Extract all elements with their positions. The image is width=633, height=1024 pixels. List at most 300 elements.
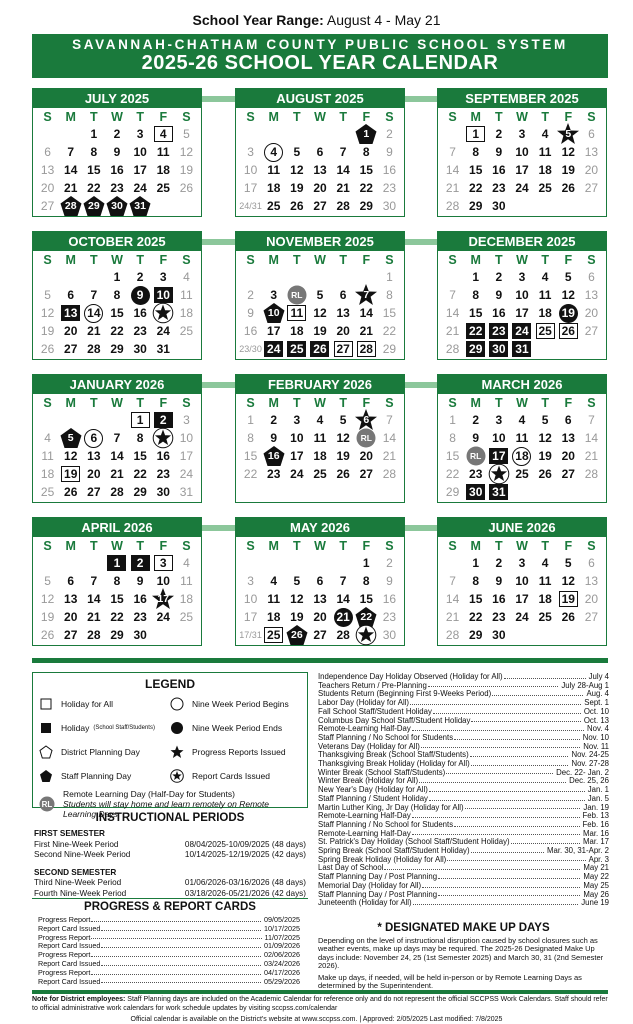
month-april-2026 — [32, 517, 202, 646]
calendar-day: 2 — [495, 127, 503, 141]
event-row: Staff Planning / Student Holiday Jan. 5 — [318, 794, 609, 803]
calendar-day: 12 — [561, 288, 575, 302]
calendar-day — [308, 554, 331, 572]
calendar-day: 4 — [44, 431, 51, 445]
calendar-day: 24 — [515, 610, 529, 624]
calendar-day: 17 — [515, 592, 529, 606]
period-row: Fourth Nine-Week Period 03/18/2026-05/21/2026 (42 days) — [34, 888, 306, 898]
month-title: FEBRUARY 2026 — [236, 375, 404, 394]
weekday-label: S — [448, 252, 457, 267]
calendar-day — [580, 340, 603, 358]
weekday-label: F — [564, 109, 573, 124]
makeup-days: * DESIGNATED MAKE UP DAYS Depending on the level of instructional disruption caused by school closures such as weather events, make up days may be required. The 2025-26 Designated Make Up days include: November 24, 25 (1st Semester 2025) and March 30, 31 (2nd Semester 2026). Make up days, if needed, will be held in-person or by Remote Learning Days as determined by the Superintendent. — [318, 924, 609, 994]
calendar-day: 17 — [487, 447, 510, 465]
calendar-day: 4 — [541, 270, 549, 284]
calendar-day: 6 — [44, 145, 51, 159]
calendar-day: 16 — [110, 163, 124, 177]
calendar-day: 18 — [290, 324, 304, 338]
weekday-label: W — [314, 538, 326, 553]
progress-row: Progress Report 04/17/2026 — [38, 968, 300, 977]
calendar-day: 3 — [293, 413, 301, 427]
calendar-day: 1 — [105, 554, 128, 572]
calendar-day — [36, 125, 59, 143]
calendar-day: 10 — [290, 431, 304, 445]
calendar-day: 10 — [156, 574, 170, 588]
month-title: APRIL 2026 — [33, 518, 201, 537]
calendar-day — [175, 197, 198, 215]
event-row: Winter Break (Holiday for All) Dec. 25, 26 — [318, 777, 609, 786]
calendar-day: 24 — [510, 322, 533, 340]
calendar-day: 16 — [133, 592, 147, 606]
calendar-day: 24 — [133, 181, 147, 195]
calendar-day: 22 — [445, 467, 460, 481]
calendar-day: 11 — [285, 304, 308, 322]
weekday-label: T — [90, 395, 98, 410]
calendar-day: 3 — [136, 127, 144, 141]
calendar-day: 30 — [492, 628, 506, 642]
month-title: SEPTEMBER 2025 — [438, 89, 606, 108]
event-row: Remote-Learning Half-Day Nov. 4 — [318, 725, 609, 734]
calendar-day: 18 — [267, 181, 281, 195]
calendar-day: 29 — [133, 485, 147, 499]
period-row: Third Nine-Week Period 01/06/2026-03/16/2026 (48 days) — [34, 878, 306, 887]
event-row: Labor Day (Holiday for All) Sept. 1 — [318, 699, 609, 708]
weekday-label: S — [43, 395, 52, 410]
calendar-day: 15 — [469, 163, 483, 177]
calendar-day — [152, 304, 175, 322]
event-row: Columbus Day School Staff/Student Holiday Oct. 13 — [318, 716, 609, 725]
weekday-label: T — [136, 395, 144, 410]
calendar-day: 19 — [290, 181, 304, 195]
calendar-day: 21 — [445, 324, 460, 338]
calendar-day: 9 — [495, 574, 503, 588]
weekday-label: T — [495, 252, 503, 267]
weekday-label: T — [293, 109, 301, 124]
month-title: DECEMBER 2025 — [438, 232, 606, 251]
calendar-day: 25 — [515, 467, 529, 481]
calendar-day: 9 — [386, 574, 393, 588]
calendar-day: 16 — [382, 592, 397, 606]
weekday-label: T — [339, 538, 347, 553]
calendar-day — [355, 626, 378, 644]
calendar-day: 7 — [67, 145, 75, 159]
calendar-day: 11 — [267, 163, 281, 177]
calendar-day: 12 — [64, 449, 78, 463]
calendar-day: 15 — [110, 306, 124, 320]
weekday-label: T — [339, 252, 347, 267]
calendar-day: 7 — [90, 574, 98, 588]
calendar-day: 27 — [561, 467, 575, 481]
period-row: Second Nine-Week Period 10/14/2025-12/19/2025 (42 days) — [34, 850, 306, 859]
calendar-day — [557, 483, 580, 501]
calendar-day: 19 — [557, 304, 580, 322]
weekday-label: M — [268, 395, 279, 410]
calendar-day: 6 — [564, 413, 572, 427]
calendar-day: 7 — [449, 145, 456, 159]
calendar-day: 22 — [464, 322, 487, 340]
event-row: Winter Break (School Staff/Students) Dec. 22- Jan. 2 — [318, 768, 609, 777]
calendar-day: 7 — [90, 288, 98, 302]
calendar-day: 10 — [133, 145, 147, 159]
weekday-label: W — [111, 538, 123, 553]
calendar-day: 2 — [386, 556, 393, 570]
legend-holiday-all: Holiday for All — [39, 694, 170, 714]
month-title: MAY 2026 — [236, 518, 404, 537]
calendar-day: 20 — [584, 163, 599, 177]
calendar-day — [175, 626, 198, 644]
calendar-day: 11 — [313, 431, 327, 445]
weekday-label: M — [65, 538, 76, 553]
calendar-day: 1 — [386, 270, 393, 284]
calendar-day: 28 — [445, 628, 460, 642]
calendar-day: 16 — [262, 447, 285, 465]
calendar-day — [262, 125, 285, 143]
calendar-day — [152, 197, 175, 215]
calendar-day: 6 — [316, 145, 324, 159]
employee-note: Note for District employees: Staff Planning days are included on the Academic Calendar for reference only and do not represent the official SCCPSS Work Calendars. Staff should refer to official administrative work calendars for work schedule updates by visiting sccpss.com/calendar — [32, 996, 608, 1012]
weekday-label: F — [159, 538, 168, 553]
event-row: Remote-Learning Half-Day Mar. 16 — [318, 829, 609, 838]
calendar-day: 21 — [87, 610, 101, 624]
calendar-day: 20 — [336, 324, 350, 338]
calendar-day: 23 — [133, 610, 147, 624]
calendar-day: 26 — [561, 181, 575, 195]
calendar-day: 31 — [179, 485, 194, 499]
calendar-day: 15 — [87, 163, 101, 177]
calendar-day: 2 — [152, 411, 175, 429]
calendar-day — [239, 125, 262, 143]
calendar-day: 21 — [382, 449, 397, 463]
calendar-day: 18 — [156, 163, 170, 177]
weekday-label: S — [182, 109, 191, 124]
calendar-day: 18 — [179, 306, 194, 320]
calendar-day: 28 — [87, 628, 101, 642]
calendar-day: 30 — [133, 342, 147, 356]
school-year-range: School Year Range: August 4 - May 21 — [192, 12, 441, 28]
calendar-day: 26 — [308, 340, 331, 358]
calendar-day: 17 — [133, 163, 147, 177]
weekday-label: M — [268, 109, 279, 124]
calendar-day — [262, 554, 285, 572]
calendar-day: 20 — [40, 181, 55, 195]
instructional-periods-title: INSTRUCTIONAL PERIODS — [95, 812, 245, 824]
calendar-day: 13 — [313, 163, 327, 177]
calendar-day: 27 — [584, 181, 599, 195]
calendar-day — [36, 554, 59, 572]
weekday-label: S — [182, 538, 191, 553]
calendar-day: 9 — [495, 288, 503, 302]
calendar-day: 12 — [179, 145, 194, 159]
weekday-label: S — [448, 538, 457, 553]
legend-nine-week-begins: Nine Week Period Begins — [170, 694, 301, 714]
calendar-day: 8 — [90, 145, 98, 159]
calendar-day: 10 — [515, 288, 529, 302]
event-row: Staff Planning Day / Post Planning May 22 — [318, 873, 609, 882]
weekday-label: S — [43, 109, 52, 124]
calendar-day: 4 — [270, 574, 278, 588]
calendar-day: 27 — [359, 467, 373, 481]
calendar-day: 17/31 — [239, 630, 262, 640]
weekday-label: W — [314, 109, 326, 124]
calendar-day: 26 — [538, 467, 552, 481]
calendar-day: 8 — [247, 431, 254, 445]
calendar-day: 13 — [584, 145, 599, 159]
calendar-day: 25 — [538, 610, 552, 624]
calendar-day — [510, 197, 533, 215]
calendar-day: 7 — [355, 286, 378, 304]
calendar-day: 27 — [313, 628, 327, 642]
calendar-day — [510, 626, 533, 644]
calendar-day: 23 — [156, 467, 170, 481]
calendar-day — [441, 554, 464, 572]
calendar-day: 1 — [362, 556, 370, 570]
events-list — [318, 673, 609, 908]
calendar-day: 23 — [382, 610, 397, 624]
calendar-day: 13 — [40, 163, 55, 177]
calendar-day — [285, 554, 308, 572]
calendar-day: 1 — [449, 413, 456, 427]
calendar-day: 22 — [133, 467, 147, 481]
calendar-day: 19 — [557, 590, 580, 608]
event-row: Remote-Learning Half-Day Feb. 13 — [318, 812, 609, 821]
calendar-day: 29 — [359, 199, 373, 213]
calendar-day: 31 — [487, 483, 510, 501]
event-row: St. Patrick's Day Holiday (School Staff/Student Holiday) Mar. 17 — [318, 838, 609, 847]
footer: Official calendar is available on the District's website at www.sccpss.com. | Approved: 2/05/2025 Last modified: 7/8/2025 — [130, 1016, 503, 1023]
event-row: Spring Break (School Staff/Student Holiday) Mar. 30, 31-Apr. 2 — [318, 847, 609, 856]
filled-box-icon — [39, 721, 53, 735]
calendar-day: 28 — [59, 197, 82, 215]
weekday-label: M — [470, 252, 481, 267]
calendar-day: 3 — [518, 270, 526, 284]
calendar-day: 5 — [44, 288, 51, 302]
calendar-day: 26 — [179, 181, 194, 195]
calendar-day: 2 — [129, 554, 152, 572]
weekday-label: M — [65, 252, 76, 267]
calendar-day: 24 — [262, 340, 285, 358]
calendar-day: 15 — [382, 306, 397, 320]
calendar-day: 14 — [445, 163, 460, 177]
weekday-label: S — [587, 109, 596, 124]
weekday-label: S — [385, 538, 394, 553]
weekday-label: S — [246, 538, 255, 553]
calendar-day: 23 — [487, 322, 510, 340]
month-title: MARCH 2026 — [438, 375, 606, 394]
calendar-day — [59, 411, 82, 429]
weekday-label: W — [111, 109, 123, 124]
progress-row: Report Card Issued 10/17/2025 — [38, 924, 300, 933]
calendar-day: 22 — [243, 467, 258, 481]
weekday-label: M — [470, 538, 481, 553]
calendar-day: 4 — [316, 413, 324, 427]
calendar-day — [59, 125, 82, 143]
weekday-label: M — [268, 538, 279, 553]
month-august-2025 — [235, 88, 405, 217]
calendar-day: 22 — [359, 181, 373, 195]
calendar-day: 6 — [67, 288, 75, 302]
calendar-day: 25 — [179, 324, 194, 338]
event-row: Staff Planning Day / Post Planning May 26 — [318, 890, 609, 899]
calendar-day: 21 — [584, 449, 599, 463]
legend-progress-reports: Progress Reports Issued — [170, 742, 301, 762]
calendar-day: 29 — [110, 342, 124, 356]
calendar-day: 18 — [538, 163, 552, 177]
calendar-day: 6 — [339, 288, 347, 302]
event-row: Students Return (Beginning First 9-Weeks Period) Aug. 4 — [318, 690, 609, 699]
calendar-day: 5 — [339, 413, 347, 427]
calendar-day: 1 — [355, 125, 378, 143]
calendar-day: 26 — [40, 628, 55, 642]
calendar-day: 28 — [110, 485, 124, 499]
calendar-day: 25 — [313, 467, 327, 481]
calendar-day: 28 — [445, 342, 460, 356]
calendar-day: 9 — [136, 574, 144, 588]
calendar-day: 6 — [316, 574, 324, 588]
calendar-day: 21 — [359, 324, 373, 338]
calendar-day: 24 — [290, 467, 304, 481]
calendar-day: 23 — [267, 467, 281, 481]
calendar-banner — [32, 34, 608, 78]
calendar-day: 16 — [133, 306, 147, 320]
weekday-label: S — [43, 252, 52, 267]
calendar-day: 18 — [179, 592, 194, 606]
calendar-day: 3 — [159, 270, 167, 284]
calendar-day: 17 — [243, 610, 258, 624]
event-row: Veterans Day (Holiday for All) Nov. 11 — [318, 742, 609, 751]
calendar-day — [36, 411, 59, 429]
calendar-day — [308, 125, 331, 143]
event-row: Staff Planning / No School for Students Nov. 10 — [318, 733, 609, 742]
calendar-day: 20 — [584, 592, 599, 606]
weekday-label: F — [564, 538, 573, 553]
calendar-day: 7 — [339, 145, 347, 159]
month-october-2025 — [32, 231, 202, 360]
calendar-day: 6 — [355, 411, 378, 429]
calendar-day: 21 — [445, 181, 460, 195]
calendar-day: 21 — [64, 181, 78, 195]
section-divider — [32, 658, 608, 663]
progress-row: Progress Report 11/07/2025 — [38, 933, 300, 942]
calendar-day: 28 — [445, 199, 460, 213]
weekday-label: T — [339, 395, 347, 410]
calendar-day: 20 — [64, 610, 78, 624]
calendar-day: 1 — [247, 413, 254, 427]
calendar-day: 3 — [518, 127, 526, 141]
calendar-day: 5 — [293, 145, 301, 159]
calendar-day: 17 — [515, 163, 529, 177]
calendar-day: 12 — [561, 574, 575, 588]
weekday-label: F — [362, 395, 371, 410]
calendar-day: 27 — [332, 340, 355, 358]
calendar-day: 17 — [243, 181, 258, 195]
calendar-day: 16 — [243, 324, 258, 338]
calendar-title: 2025-26 SCHOOL YEAR CALENDAR — [141, 52, 499, 74]
event-row: Thanksgiving Break (School Staff/Students) Nov. 24-25 — [318, 751, 609, 760]
calendar-day: 11 — [538, 574, 552, 588]
calendar-day: 11 — [180, 574, 193, 588]
calendar-day: 30 — [156, 485, 170, 499]
calendar-day: 5 — [59, 429, 82, 447]
calendar-day: 2 — [495, 556, 503, 570]
calendar-day: 7 — [449, 288, 456, 302]
calendar-day — [332, 268, 355, 286]
calendar-day: 18 — [267, 610, 281, 624]
calendar-day — [262, 268, 285, 286]
weekday-label: T — [136, 252, 144, 267]
calendar-day: 15 — [469, 306, 483, 320]
calendar-day: 3 — [152, 554, 175, 572]
calendar-day — [285, 268, 308, 286]
weekday-label: T — [541, 109, 549, 124]
calendar-day: 15 — [110, 592, 124, 606]
calendar-day: 1 — [113, 270, 121, 284]
calendar-day: 13 — [313, 592, 327, 606]
calendar-day: 12 — [538, 431, 552, 445]
calendar-day: 22 — [110, 324, 124, 338]
weekday-label: S — [448, 109, 457, 124]
calendar-day: 4 — [262, 143, 285, 161]
calendar-day: 7 — [113, 431, 121, 445]
calendar-day: 20 — [561, 449, 575, 463]
progress-row: Progress Report 09/05/2025 — [38, 916, 300, 924]
calendar-day: 8 — [472, 145, 480, 159]
calendar-day: 10 — [262, 304, 285, 322]
weekday-label: T — [541, 538, 549, 553]
weekday-label: T — [293, 252, 301, 267]
calendar-day: 23 — [133, 324, 147, 338]
calendar-day: 29 — [382, 342, 397, 356]
weekday-label: F — [362, 109, 371, 124]
calendar-day: 14 — [87, 592, 101, 606]
calendar-day: 19 — [313, 324, 327, 338]
calendar-day — [534, 626, 557, 644]
calendar-day: RL — [285, 286, 308, 304]
calendar-day: 12 — [313, 306, 327, 320]
calendar-day: 28 — [336, 199, 350, 213]
calendar-day: 21 — [110, 467, 124, 481]
calendar-day: 11 — [41, 449, 54, 463]
calendar-day: 29 — [110, 628, 124, 642]
calendar-day — [510, 483, 533, 501]
calendar-day — [441, 125, 464, 143]
calendar-day: 8 — [362, 145, 370, 159]
event-row: Last Day of School May 21 — [318, 864, 609, 873]
calendar-day: 26 — [285, 626, 308, 644]
calendar-day: 26 — [40, 342, 55, 356]
calendar-day: 27 — [87, 485, 101, 499]
calendar-day: 26 — [561, 610, 575, 624]
calendar-day: 30 — [492, 199, 506, 213]
calendar-day: 10 — [515, 574, 529, 588]
weekday-label: S — [587, 395, 596, 410]
calendar-day: 20 — [359, 449, 373, 463]
progress-row: Report Card Issued 05/29/2026 — [38, 977, 300, 986]
calendar-day: 15 — [445, 449, 460, 463]
weekday-label: M — [65, 395, 76, 410]
progress-title: PROGRESS & REPORT CARDS — [32, 898, 308, 913]
weekday-label: T — [293, 395, 301, 410]
calendar-day: 7 — [588, 413, 595, 427]
box-icon — [39, 697, 53, 711]
calendar-day: 5 — [316, 288, 324, 302]
month-march-2026 — [437, 374, 607, 503]
month-title: JULY 2025 — [33, 89, 201, 108]
calendar-day — [441, 268, 464, 286]
calendar-day: 11 — [156, 145, 170, 159]
calendar-day: 30 — [487, 340, 510, 358]
calendar-day: 1 — [472, 556, 480, 570]
bottom-bar — [32, 990, 608, 994]
